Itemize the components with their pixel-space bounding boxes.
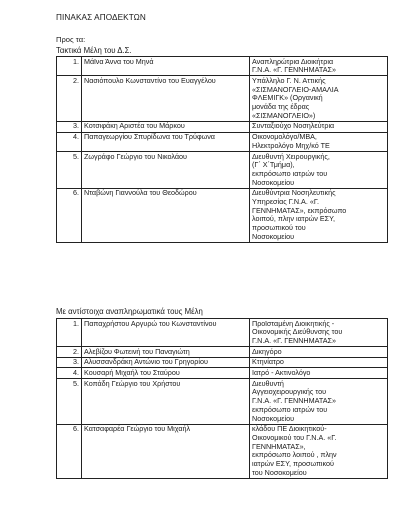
member-position xyxy=(250,132,388,151)
table-row xyxy=(57,424,388,478)
member-name: Ζωγράφο Γεώργιο του Νικολάου xyxy=(82,151,250,188)
position-line: ιατρών ΕΣΥ, προσωπικού xyxy=(252,459,334,469)
member-position xyxy=(250,368,388,379)
position-line: Νοσοκομείου xyxy=(252,231,294,241)
table-row xyxy=(57,368,388,379)
member-position xyxy=(250,57,388,76)
row-number: 3. xyxy=(57,121,82,132)
position-line: Κτηνίατρο xyxy=(252,357,284,367)
position-line: Γ.Ν.Α. «Γ. ΓΕΝΝΗΜΑΤΑΣ» xyxy=(252,396,336,406)
table-row xyxy=(57,57,388,76)
position-line: Ιατρό - Ακτινολόγο xyxy=(252,368,311,378)
member-position xyxy=(250,379,388,425)
row-number: 6. xyxy=(57,188,82,242)
position-line: εκπρόσωπο ιατρών του xyxy=(252,404,328,414)
row-number: 5. xyxy=(57,379,82,425)
position-line: Αναπληρώτρια Διοικήτρια xyxy=(252,56,334,66)
position-line: κλάδου ΠΕ Διοικητικού- xyxy=(252,424,327,434)
row-number: 5. xyxy=(57,151,82,188)
regular-members-table xyxy=(56,56,388,243)
table-row xyxy=(57,151,388,188)
table-row xyxy=(57,357,388,368)
member-name: Κοπάδη Γεώργιο του Χρήστου xyxy=(82,379,250,425)
table-row xyxy=(57,347,388,358)
member-position xyxy=(250,319,388,347)
position-line: (Γ΄ Χ΄Τμήμα), xyxy=(252,160,295,170)
position-line: Οικονομικής Διεύθυνσης του xyxy=(252,327,343,337)
member-name: Νταβώνη Γιαννούλα του Θεοδώρου xyxy=(82,188,250,242)
position-line: Νοσοκομείου xyxy=(252,413,294,423)
position-line: Δικηγόρο xyxy=(252,346,282,356)
alternate-members-table xyxy=(56,318,388,479)
document-title: ΠΙΝΑΚΑΣ ΑΠΟΔΕΚΤΩΝ xyxy=(56,13,146,22)
position-line: ΦΛΕΜΙΓΚ» (Οργανική xyxy=(252,93,323,103)
position-line: μονάδα της έδρας xyxy=(252,102,310,112)
row-number: 1. xyxy=(57,319,82,347)
position-line: Οικονομικού του Γ.Ν.Α. «Γ. xyxy=(252,432,337,442)
position-line: ΓΕΝΝΗΜΑΤΑΣ», εκπρόσωπο xyxy=(252,205,347,215)
position-line: Οικονομολόγο/ΜΒΑ, xyxy=(252,132,317,142)
member-position xyxy=(250,188,388,242)
member-position xyxy=(250,347,388,358)
position-line: εκπρόσωπο λοιπού , πλην xyxy=(252,450,337,460)
position-line: προσωπικού του xyxy=(252,223,306,233)
member-name: Αλυσσανδράκη Αντώνιο του Γρηγορίου xyxy=(82,357,250,368)
member-name: Παπαχρήστου Αργυρώ του Κωνσταντίνου xyxy=(82,319,250,347)
member-position xyxy=(250,121,388,132)
member-position xyxy=(250,357,388,368)
row-number: 2. xyxy=(57,76,82,122)
row-number: 4. xyxy=(57,132,82,151)
row-number: 1. xyxy=(57,57,82,76)
row-number: 3. xyxy=(57,357,82,368)
table-row xyxy=(57,121,388,132)
row-number: 6. xyxy=(57,424,82,478)
position-line: Προϊσταμένη Διοικητικής - xyxy=(252,318,335,328)
position-line: Διευθυντή Χειρουργικής, xyxy=(252,151,330,161)
position-line: Αγγειοχειρουργικής του xyxy=(252,387,327,397)
member-position xyxy=(250,151,388,188)
table-row xyxy=(57,379,388,425)
position-line: ΓΕΝΝΗΜΑΤΑΣ», xyxy=(252,441,306,451)
row-number: 2. xyxy=(57,347,82,358)
member-name: Μάϊνα Άννα του Μηνά xyxy=(82,57,250,76)
member-name: Νασιόπουλο Κωνσταντίνο του Ευαγγέλου xyxy=(82,76,250,122)
table-row xyxy=(57,319,388,347)
member-position xyxy=(250,424,388,478)
position-line: Διευθύντρια Νοσηλευτικής xyxy=(252,188,336,198)
table-row xyxy=(57,188,388,242)
position-line: Διευθυντή xyxy=(252,378,284,388)
position-line: Συνταξιούχο Νοσηλεύτρια xyxy=(252,121,335,131)
member-position xyxy=(250,76,388,122)
position-line: Γ.Ν.Α. «Γ. ΓΕΝΝΗΜΑΤΑΣ» xyxy=(252,65,336,75)
position-line: Υπηρεσίας Γ.Ν.Α. «Γ. xyxy=(252,197,319,207)
position-line: Ηλεκτρολόγο Μηχ/κό ΤΕ xyxy=(252,140,330,150)
alternate-members-heading: Με αντίστοιχα αναπληρωματικά τους Μέλη xyxy=(56,307,203,316)
row-number: 4. xyxy=(57,368,82,379)
member-name: Αλεβίζου Φωτεινή του Παναγιώτη xyxy=(82,347,250,358)
position-line: λοιπού, πλην ιατρών ΕΣΥ, xyxy=(252,214,335,224)
to-label: Προς τα: xyxy=(56,35,86,44)
position-line: εκπρόσωπο ιατρών του xyxy=(252,168,328,178)
table-row xyxy=(57,76,388,122)
position-line: Υπάλληλο Γ. Ν. Αττικής xyxy=(252,75,326,85)
member-name: Παπαγεωργίου Σπυρίδωνα του Τρύφωνα xyxy=(82,132,250,151)
position-line: «ΣΙΣΜΑΝΟΓΛΕΙΟ») xyxy=(252,110,316,120)
position-line: «ΣΙΣΜΑΝΟΓΛΕΙΟ-ΑΜΑΛΙΑ xyxy=(252,84,339,94)
member-name: Κουσαρή Μιχαήλ του Σταύρου xyxy=(82,368,250,379)
table-row xyxy=(57,132,388,151)
member-name: Κατσαφαρέα Γεώργιο του Μιχαήλ xyxy=(82,424,250,478)
position-line: Νοσοκομείου xyxy=(252,177,294,187)
position-line: Γ.Ν.Α. «Γ. ΓΕΝΝΗΜΑΤΑΣ» xyxy=(252,336,336,345)
member-name: Κοτσιφάκη Αριστέα του Μάρκου xyxy=(82,121,250,132)
position-line: του Νοσοκομείου xyxy=(252,467,307,477)
regular-members-heading: Τακτικά Μέλη του Δ.Σ. xyxy=(56,46,132,55)
